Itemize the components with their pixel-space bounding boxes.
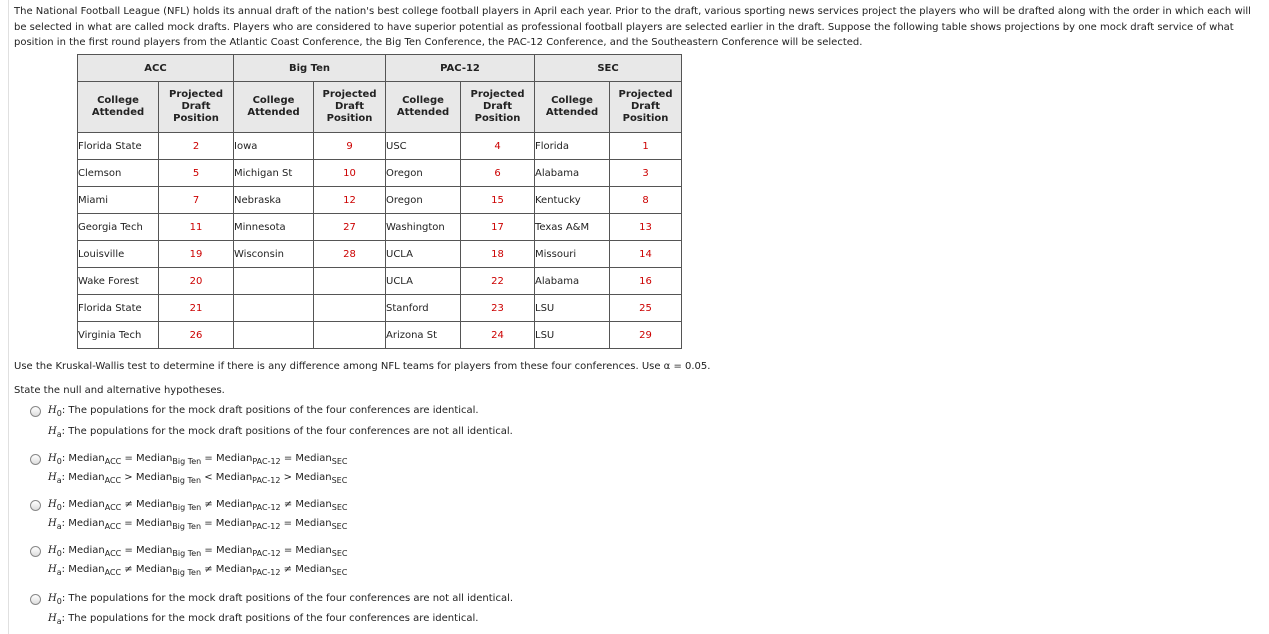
- table-row: [78, 322, 682, 349]
- table-row: [78, 214, 682, 241]
- draft-position-cell: 21: [159, 295, 234, 322]
- draft-position-cell: [314, 268, 386, 295]
- conference-header-row: [78, 55, 682, 82]
- table-row: [78, 295, 682, 322]
- draft-position-cell: 11: [159, 214, 234, 241]
- option-1-h0: The populations for the mock draft positions of the four conferences are identical.: [68, 405, 479, 416]
- draft-position-cell: 14: [610, 241, 682, 268]
- draft-position-cell: 9: [314, 133, 386, 160]
- draft-position-cell: 8: [610, 187, 682, 214]
- draft-position-cell: 13: [610, 214, 682, 241]
- draft-position-cell: 25: [610, 295, 682, 322]
- college-cell: Wisconsin: [234, 241, 314, 268]
- option-5-ha: The populations for the mock draft positions of the four conferences are identical.: [68, 613, 479, 624]
- option-2-ha: $H_a$: Median$_{ACC}$ > Median$_{Big Ten}$ < Median$_{PAC-12}$ > Median$_{SEC}$: [48, 472, 348, 485]
- college-cell: Virginia Tech: [78, 322, 159, 349]
- draft-position-cell: 28: [314, 241, 386, 268]
- table-row: [78, 241, 682, 268]
- draft-position-cell: 15: [461, 187, 535, 214]
- college-cell: UCLA: [386, 241, 461, 268]
- college-cell: Wake Forest: [78, 268, 159, 295]
- college-cell: Stanford: [386, 295, 461, 322]
- draft-position-cell: 12: [314, 187, 386, 214]
- college-cell: Washington: [386, 214, 461, 241]
- col-header: College Attended: [535, 82, 610, 133]
- draft-position-cell: 2: [159, 133, 234, 160]
- college-cell: Iowa: [234, 133, 314, 160]
- college-cell: Michigan St: [234, 160, 314, 187]
- college-cell: LSU: [535, 295, 610, 322]
- draft-position-cell: [314, 322, 386, 349]
- pos-header: Projected Draft Position: [610, 82, 682, 133]
- mock-draft-table: [77, 54, 682, 349]
- college-cell: [234, 295, 314, 322]
- col-header: College Attended: [78, 82, 159, 133]
- draft-position-cell: [314, 295, 386, 322]
- draft-position-cell: 20: [159, 268, 234, 295]
- draft-position-cell: 1: [610, 133, 682, 160]
- college-cell: UCLA: [386, 268, 461, 295]
- college-cell: Clemson: [78, 160, 159, 187]
- draft-position-cell: 5: [159, 160, 234, 187]
- col-header: College Attended: [386, 82, 461, 133]
- radio-button-5[interactable]: [30, 594, 41, 605]
- radio-button-3[interactable]: [30, 500, 41, 511]
- conference-big-ten: Big Ten: [234, 55, 386, 82]
- draft-position-cell: 23: [461, 295, 535, 322]
- pos-header: Projected Draft Position: [314, 82, 386, 133]
- table-row: [78, 187, 682, 214]
- college-cell: Miami: [78, 187, 159, 214]
- college-cell: Florida: [535, 133, 610, 160]
- conference-pac-12: PAC-12: [386, 55, 535, 82]
- table-row: [78, 268, 682, 295]
- draft-position-cell: 4: [461, 133, 535, 160]
- option-3-h0: $H_0$: Median$_{ACC}$ ≠ Median$_{Big Ten}$ ≠ Median$_{PAC-12}$ ≠ Median$_{SEC}$: [48, 499, 348, 512]
- draft-position-cell: 3: [610, 160, 682, 187]
- college-cell: [234, 322, 314, 349]
- college-cell: Georgia Tech: [78, 214, 159, 241]
- option-4-ha: $H_a$: Median$_{ACC}$ ≠ Median$_{Big Ten}$ ≠ Median$_{PAC-12}$ ≠ Median$_{SEC}$: [48, 564, 348, 577]
- college-cell: Arizona St: [386, 322, 461, 349]
- draft-position-cell: 16: [610, 268, 682, 295]
- draft-position-cell: 7: [159, 187, 234, 214]
- draft-position-cell: 29: [610, 322, 682, 349]
- college-cell: Minnesota: [234, 214, 314, 241]
- pos-header: Projected Draft Position: [159, 82, 234, 133]
- col-header: College Attended: [234, 82, 314, 133]
- draft-position-cell: 22: [461, 268, 535, 295]
- question-hypotheses: State the null and alternative hypotheses.: [14, 385, 225, 396]
- radio-button-2[interactable]: [30, 454, 41, 465]
- conference-sec: SEC: [535, 55, 682, 82]
- option-3-ha: $H_a$: Median$_{ACC}$ = Median$_{Big Ten}$ = Median$_{PAC-12}$ = Median$_{SEC}$: [48, 518, 348, 531]
- column-header-row: [78, 82, 682, 133]
- college-cell: Oregon: [386, 187, 461, 214]
- college-cell: Florida State: [78, 133, 159, 160]
- question-kruskal-wallis: Use the Kruskal-Wallis test to determine if there is any difference among NFL teams for players from these four conferences. Use α = 0.05.: [14, 361, 711, 372]
- draft-position-cell: 10: [314, 160, 386, 187]
- problem-intro: The National Football League (NFL) holds its annual draft of the nation's best college football players in April each year. Prior to the draft, various sporting news services project the players who will be drafted along with the order in which each will be selected in what are called mock drafts. Players who are considered to have superior potential as professional football players are selected earlier in the draft. Suppose the following table shows projections by one mock draft service of what position in the first round players from the Atlantic Coast Conference, the Big Ten Conference, the PAC-12 Conference, and the Southeastern Conference will be selected.: [14, 6, 1251, 48]
- college-cell: Alabama: [535, 268, 610, 295]
- draft-position-cell: 24: [461, 322, 535, 349]
- college-cell: Kentucky: [535, 187, 610, 214]
- draft-position-cell: 6: [461, 160, 535, 187]
- college-cell: Florida State: [78, 295, 159, 322]
- left-frame-border: [0, 0, 9, 634]
- college-cell: LSU: [535, 322, 610, 349]
- option-5-h0: The populations for the mock draft positions of the four conferences are not all identical.: [68, 593, 514, 604]
- college-cell: USC: [386, 133, 461, 160]
- college-cell: [234, 268, 314, 295]
- draft-position-cell: 26: [159, 322, 234, 349]
- college-cell: Nebraska: [234, 187, 314, 214]
- pos-header: Projected Draft Position: [461, 82, 535, 133]
- radio-button-1[interactable]: [30, 406, 41, 417]
- draft-position-cell: 18: [461, 241, 535, 268]
- question-text: [14, 361, 710, 372]
- college-cell: Oregon: [386, 160, 461, 187]
- draft-position-cell: 17: [461, 214, 535, 241]
- option-4-h0: $H_0$: Median$_{ACC}$ = Median$_{Big Ten}$ = Median$_{PAC-12}$ = Median$_{SEC}$: [48, 545, 348, 558]
- college-cell: Missouri: [535, 241, 610, 268]
- radio-button-4[interactable]: [30, 546, 41, 557]
- draft-position-cell: 27: [314, 214, 386, 241]
- college-cell: Louisville: [78, 241, 159, 268]
- draft-position-cell: 19: [159, 241, 234, 268]
- college-cell: Texas A&M: [535, 214, 610, 241]
- college-cell: Alabama: [535, 160, 610, 187]
- conference-acc: ACC: [78, 55, 234, 82]
- option-1-ha: The populations for the mock draft positions of the four conferences are not all identical.: [68, 426, 513, 437]
- table-row: [78, 133, 682, 160]
- option-2-h0: $H_0$: Median$_{ACC}$ = Median$_{Big Ten}$ = Median$_{PAC-12}$ = Median$_{SEC}$: [48, 453, 348, 466]
- table-row: [78, 160, 682, 187]
